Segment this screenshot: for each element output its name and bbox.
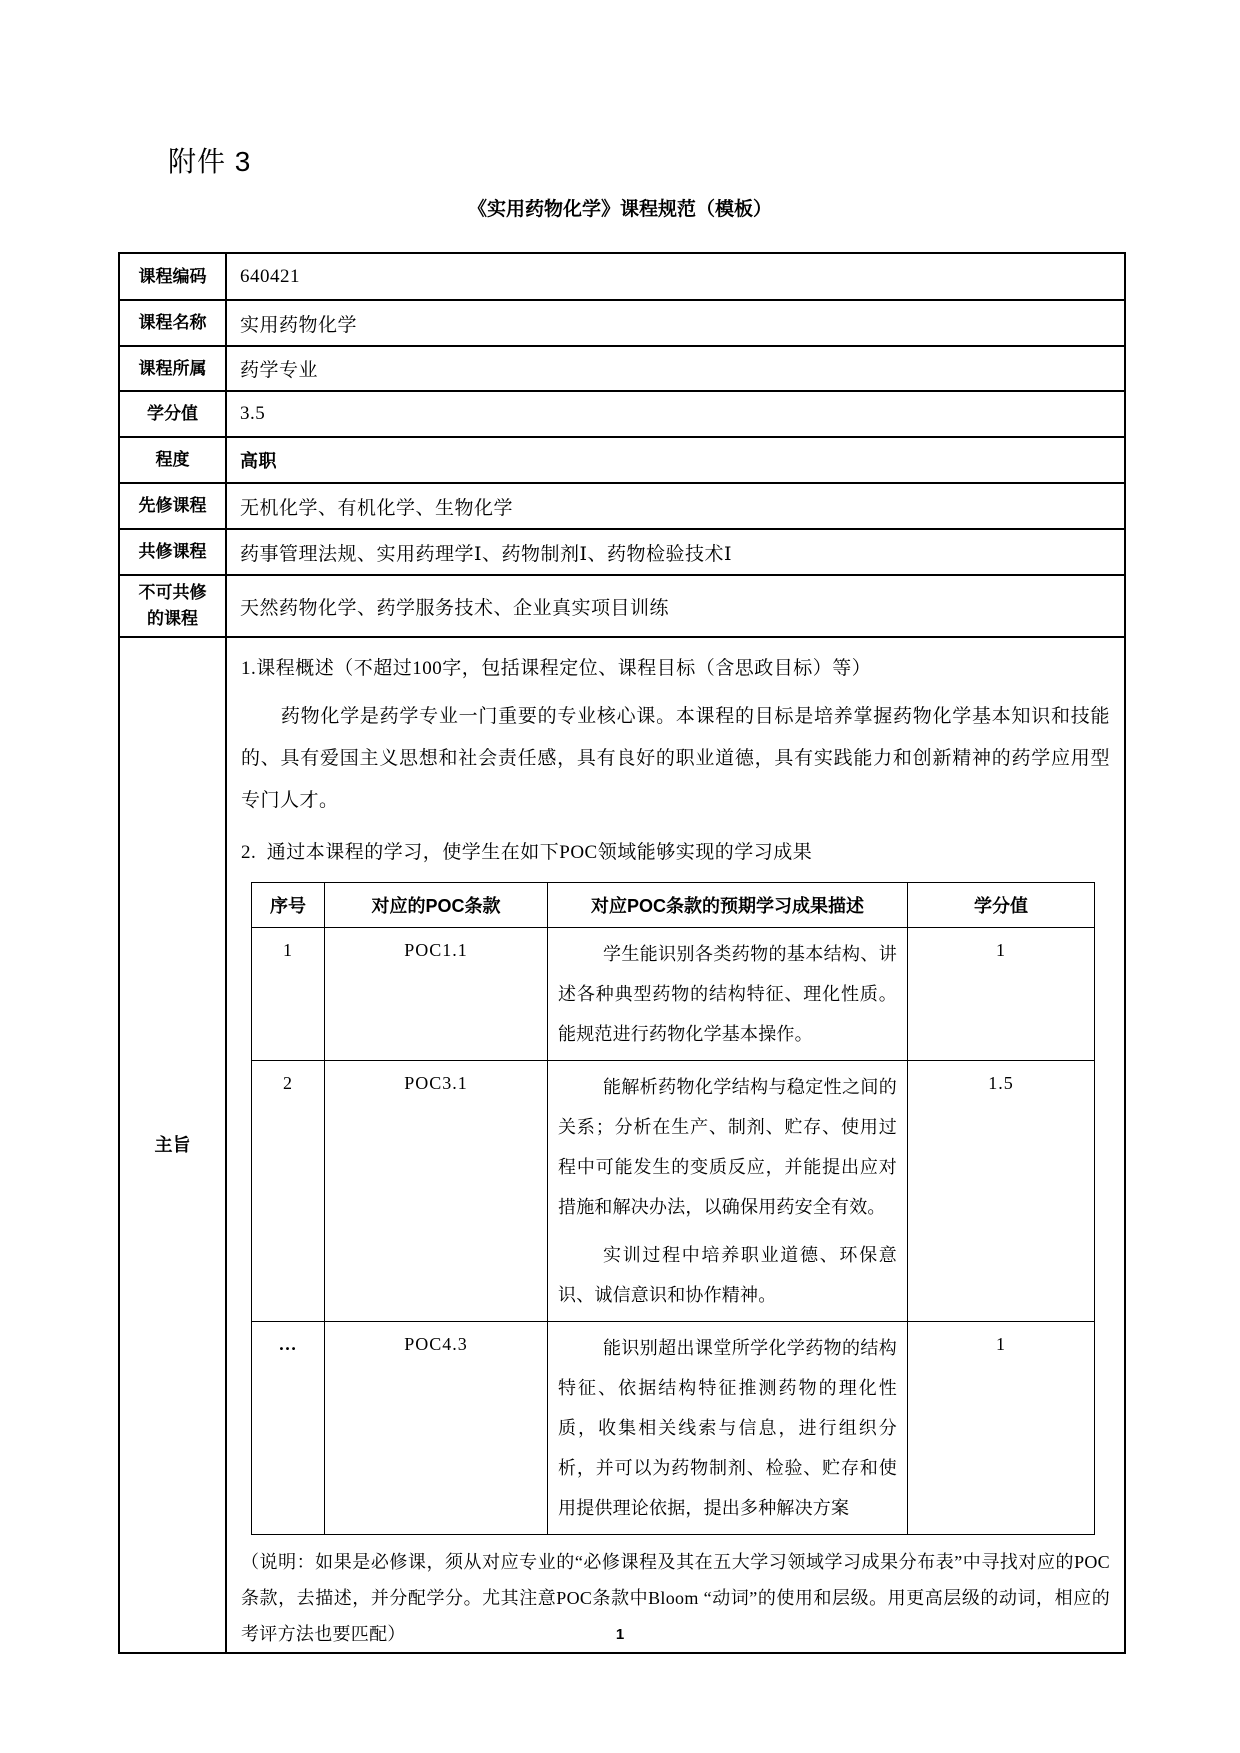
- poc-description-paragraph-2: 实训过程中培养职业道德、环保意识、诚信意识和协作精神。: [558, 1245, 897, 1305]
- row-label: 课程名称: [119, 300, 226, 346]
- poc-description: [548, 1061, 908, 1322]
- poc-credits: 1: [908, 1322, 1095, 1535]
- page-number: 1: [615, 1626, 625, 1643]
- row-value: 天然药物化学、药学服务技术、企业真实项目训练: [226, 575, 1125, 637]
- poc-header-credits: 学分值: [908, 883, 1095, 928]
- poc-description-paragraph: 能解析药物化学结构与稳定性之间的关系；分析在生产、制剂、贮存、使用过程中可能发生的变质反应，并能提出应对措施和解决办法，以确保用药安全有效。: [558, 1077, 897, 1217]
- row-value: 药学专业: [226, 346, 1125, 391]
- row-label: 学分值: [119, 391, 226, 437]
- poc-row-number: 1: [252, 928, 325, 1061]
- poc-outcomes-table: [251, 882, 1095, 1535]
- table-row-purpose: [119, 637, 1125, 1653]
- table-row-exclusive-courses: [119, 575, 1125, 637]
- attachment-label: 附件 3: [168, 146, 252, 177]
- table-row-course-name: [119, 300, 1125, 346]
- poc-clause: POC3.1: [325, 1061, 548, 1322]
- poc-clause: POC4.3: [325, 1322, 548, 1535]
- row-label: 先修课程: [119, 483, 226, 529]
- poc-description: [548, 1322, 908, 1535]
- poc-row-number: …: [252, 1322, 325, 1535]
- row-label: 课程编码: [119, 253, 226, 300]
- course-overview-paragraph: 药物化学是药学专业一门重要的专业核心课。本课程的目标是培养掌握药物化学基本知识和技能的、具有爱国主义思想和社会责任感，具有良好的职业道德，具有实践能力和创新精神的药学应用型专门人才。: [241, 706, 1110, 811]
- poc-row-number: 2: [252, 1061, 325, 1322]
- row-label: 不可共修 的课程: [119, 575, 226, 637]
- poc-note: （说明：如果是必修课，须从对应专业的“必修课程及其在五大学习领域学习成果分布表”中寻找对应的POC条款，去描述，并分配学分。尤其注意POC条款中Bloom “动词”的使用和层级。用更高层级的动词，相应的考评方法也要匹配）: [241, 1552, 1110, 1644]
- row-label: 程度: [119, 437, 226, 483]
- course-spec-table: [118, 252, 1126, 1654]
- poc-clause: POC1.1: [325, 928, 548, 1061]
- purpose-label: 主旨: [119, 637, 226, 1653]
- poc-header-no: 序号: [252, 883, 325, 928]
- row-label: 课程所属: [119, 346, 226, 391]
- table-row-corequisite-courses: [119, 529, 1125, 575]
- poc-row-3: [252, 1322, 1095, 1535]
- table-row-level: [119, 437, 1125, 483]
- poc-row-2: [252, 1061, 1095, 1322]
- table-row-course-code: [119, 253, 1125, 300]
- row-value: 640421: [226, 253, 1125, 300]
- row-value: 高职: [226, 437, 1125, 483]
- row-value: 药事管理法规、实用药理学Ⅰ、药物制剂Ⅰ、药物检验技术Ⅰ: [226, 529, 1125, 575]
- poc-row-1: [252, 928, 1095, 1061]
- section2-heading: 2. 通过本课程的学习，使学生在如下POC领域能够实现的学习成果: [241, 842, 813, 863]
- row-value: 3.5: [226, 391, 1125, 437]
- poc-header-row: [252, 883, 1095, 928]
- poc-credits: 1: [908, 928, 1095, 1061]
- purpose-content: [226, 637, 1125, 1653]
- document-title: 《实用药物化学》课程规范（模板）: [467, 199, 772, 220]
- poc-header-clause: 对应的POC条款: [325, 883, 548, 928]
- poc-description-paragraph: 能识别超出课堂所学化学药物的结构特征、依据结构特征推测药物的理化性质，收集相关线索与信息，进行组织分析，并可以为药物制剂、检验、贮存和使用提供理论依据，提出多种解决方案: [558, 1338, 897, 1518]
- section1-heading: 1.课程概述（不超过100字，包括课程定位、课程目标（含思政目标）等）: [241, 658, 872, 679]
- row-value: 实用药物化学: [226, 300, 1125, 346]
- poc-description: [548, 928, 908, 1061]
- poc-credits: 1.5: [908, 1061, 1095, 1322]
- row-value: 无机化学、有机化学、生物化学: [226, 483, 1125, 529]
- table-row-prerequisite-courses: [119, 483, 1125, 529]
- table-row-course-department: [119, 346, 1125, 391]
- row-label: 共修课程: [119, 529, 226, 575]
- poc-description-paragraph: 学生能识别各类药物的基本结构、讲述各种典型药物的结构特征、理化性质。能规范进行药物化学基本操作。: [558, 944, 897, 1044]
- poc-header-desc: 对应POC条款的预期学习成果描述: [548, 883, 908, 928]
- table-row-credit-value: [119, 391, 1125, 437]
